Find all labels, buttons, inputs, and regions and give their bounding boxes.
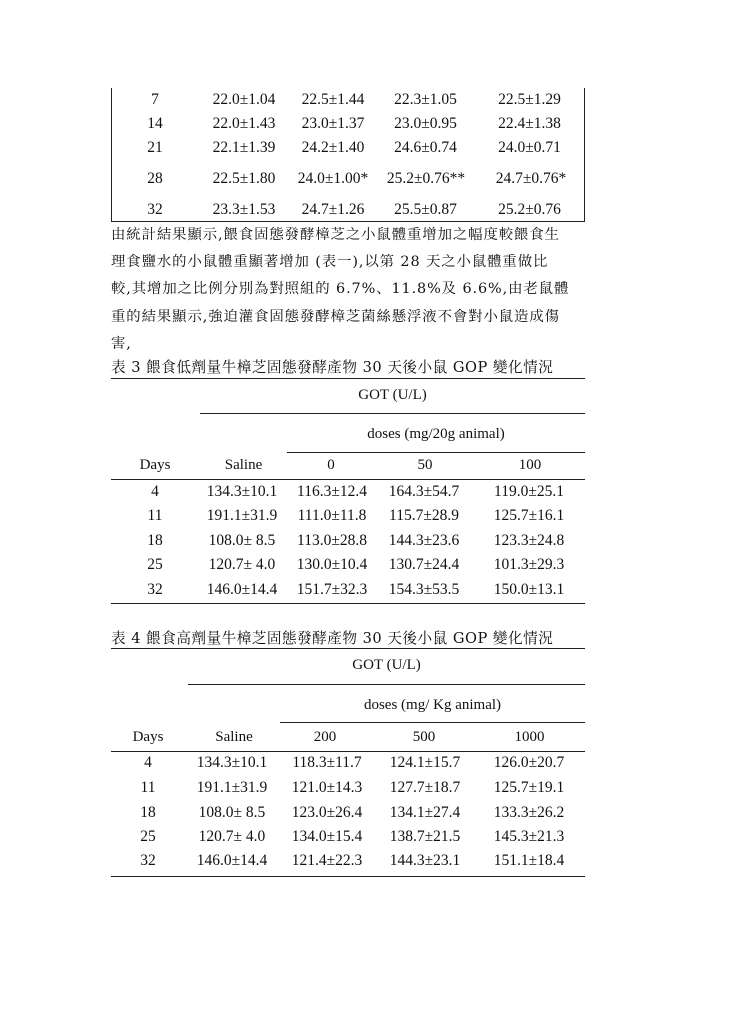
dose-col-header: 50: [417, 457, 433, 473]
header-rule: [188, 684, 585, 685]
got-header: GOT (U/L): [358, 387, 427, 403]
value-cell: 25.2±0.76: [498, 201, 561, 218]
value-cell: 120.7± 4.0: [208, 556, 276, 573]
value-cell: 150.0±13.1: [493, 581, 565, 598]
value-cell: 123.3±24.8: [493, 532, 565, 549]
value-cell: 22.0±1.04: [212, 91, 276, 108]
day-cell: 18: [140, 804, 156, 821]
value-cell: 120.7± 4.0: [198, 828, 266, 845]
table-top-rule: [111, 378, 585, 379]
days-header: Days: [139, 457, 171, 473]
header-rule: [287, 452, 585, 453]
table-right-border: [584, 88, 585, 221]
value-cell: 144.3±23.1: [389, 852, 461, 869]
paragraph-line: 重的結果顯示,強迫灌食固態發酵樟芝菌絲懸浮液不會對小鼠造成傷: [111, 308, 560, 325]
value-cell: 121.0±14.3: [291, 779, 363, 796]
value-cell: 146.0±14.4: [196, 852, 268, 869]
paragraph-line: 由統計結果顯示,餵食固態發酵樟芝之小鼠體重增加之幅度較餵食生: [111, 227, 560, 243]
value-cell: 24.7±0.76*: [495, 170, 567, 187]
saline-header: Saline: [224, 457, 263, 473]
value-cell: 23.3±1.53: [212, 201, 276, 218]
value-cell: 127.7±18.7: [389, 779, 461, 796]
value-cell: 116.3±12.4: [297, 483, 367, 500]
value-cell: 24.0±0.71: [498, 139, 561, 156]
value-cell: 126.0±20.7: [493, 754, 565, 771]
value-cell: 124.1±15.7: [389, 754, 461, 771]
paragraph-line: 害,: [111, 335, 132, 352]
table-caption: 表 3 餵食低劑量牛樟芝固態發酵產物 30 天後小鼠 GOP 變化情況: [111, 359, 554, 376]
saline-header: Saline: [215, 729, 253, 745]
value-cell: 145.3±21.3: [493, 828, 565, 845]
day-cell: 25: [140, 828, 156, 845]
dose-col-header: 100: [518, 457, 542, 473]
header-bottom-rule: [111, 479, 585, 480]
value-cell: 154.3±53.5: [388, 581, 460, 598]
dose-col-header: 200: [313, 729, 337, 745]
value-cell: 113.0±28.8: [297, 532, 367, 549]
value-cell: 125.7±16.1: [493, 507, 565, 524]
day-cell: 28: [147, 170, 163, 187]
day-cell: 4: [151, 483, 159, 500]
value-cell: 111.0±11.8: [297, 507, 367, 524]
day-cell: 32: [147, 201, 163, 218]
day-cell: 7: [151, 91, 159, 108]
value-cell: 138.7±21.5: [389, 828, 461, 845]
value-cell: 125.7±19.1: [493, 779, 565, 796]
value-cell: 146.0±14.4: [206, 581, 278, 598]
day-cell: 25: [147, 556, 163, 573]
value-cell: 191.1±31.9: [206, 507, 278, 524]
day-cell: 32: [140, 852, 156, 869]
value-cell: 22.3±1.05: [394, 91, 457, 108]
value-cell: 101.3±29.3: [493, 556, 565, 573]
table-caption: 表 4 餵食高劑量牛樟芝固態發酵產物 30 天後小鼠 GOP 變化情況: [111, 630, 554, 647]
dose-col-header: 0: [327, 457, 335, 473]
day-cell: 11: [140, 779, 156, 796]
paragraph-line: 理食鹽水的小鼠體重顯著增加 (表一),以第 28 天之小鼠體重做比: [111, 254, 549, 271]
header-rule: [280, 722, 585, 723]
value-cell: 121.4±22.3: [291, 852, 363, 869]
value-cell: 24.6±0.74: [394, 139, 457, 156]
value-cell: 22.5±1.80: [212, 170, 276, 187]
value-cell: 151.7±32.3: [296, 581, 368, 598]
value-cell: 25.5±0.87: [394, 201, 457, 218]
value-cell: 164.3±54.7: [388, 483, 460, 500]
value-cell: 23.0±0.95: [394, 115, 457, 132]
value-cell: 119.0±25.1: [494, 483, 564, 500]
value-cell: 134.3±10.1: [196, 754, 268, 771]
value-cell: 134.3±10.1: [206, 483, 278, 500]
dose-col-header: 1000: [514, 729, 545, 745]
header-bottom-rule: [111, 751, 585, 752]
table-top-rule: [111, 648, 585, 649]
header-rule: [200, 413, 585, 414]
doses-header: doses (mg/20g animal): [367, 426, 505, 442]
value-cell: 123.0±26.4: [291, 804, 363, 821]
value-cell: 24.0±1.00*: [297, 170, 369, 187]
value-cell: 108.0± 8.5: [208, 532, 276, 549]
results-paragraph: [111, 222, 591, 358]
value-cell: 24.7±1.26: [301, 201, 365, 218]
value-cell: 22.5±1.29: [498, 91, 561, 108]
value-cell: 24.2±1.40: [301, 139, 365, 156]
value-cell: 134.1±27.4: [389, 804, 461, 821]
day-cell: 32: [147, 581, 163, 598]
got-header: GOT (U/L): [352, 657, 421, 673]
dose-col-header: 500: [412, 729, 436, 745]
days-header: Days: [132, 729, 164, 745]
value-cell: 22.5±1.44: [301, 91, 365, 108]
value-cell: 118.3±11.7: [292, 754, 362, 771]
value-cell: 23.0±1.37: [301, 115, 365, 132]
value-cell: 133.3±26.2: [493, 804, 565, 821]
value-cell: 115.7±28.9: [389, 507, 459, 524]
value-cell: 144.3±23.6: [388, 532, 460, 549]
paragraph-line: 較,其增加之比例分別為對照組的 6.7%、11.8%及 6.6%,由老鼠體: [111, 281, 570, 298]
value-cell: 22.4±1.38: [498, 115, 561, 132]
value-cell: 108.0± 8.5: [198, 804, 266, 821]
doses-header: doses (mg/ Kg animal): [363, 697, 502, 713]
value-cell: 151.1±18.4: [493, 852, 565, 869]
table-bottom-rule: [111, 603, 585, 604]
day-cell: 14: [147, 115, 163, 132]
day-cell: 18: [147, 532, 163, 549]
value-cell: 134.0±15.4: [291, 828, 363, 845]
day-cell: 21: [147, 139, 163, 156]
value-cell: 22.0±1.43: [212, 115, 276, 132]
table-bottom-rule: [111, 876, 585, 877]
value-cell: 22.1±1.39: [212, 139, 276, 156]
value-cell: 25.2±0.76**: [386, 170, 466, 187]
value-cell: 130.0±10.4: [296, 556, 368, 573]
day-cell: 11: [147, 507, 163, 524]
day-cell: 4: [144, 754, 152, 771]
table-left-border: [111, 88, 112, 221]
value-cell: 130.7±24.4: [388, 556, 460, 573]
value-cell: 191.1±31.9: [196, 779, 268, 796]
